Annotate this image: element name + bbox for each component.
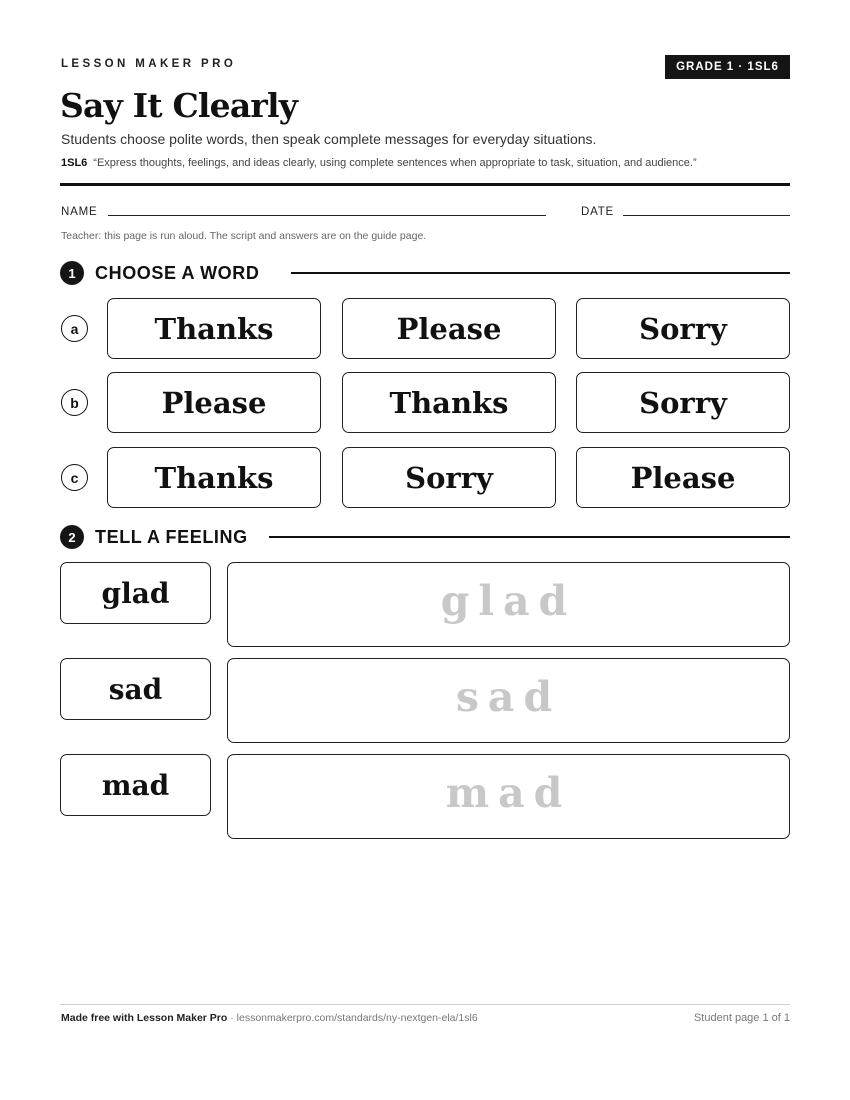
word-choice-b3[interactable]: Sorry [576,372,790,433]
word-choice-c2[interactable]: Sorry [342,447,556,508]
standard-code: 1SL6 [61,157,88,169]
teacher-note: Teacher: this page is run aloud. The script and answers are on the guide page. [61,230,427,242]
section-choose-a-word-heading [60,261,259,285]
feeling-word-glad: glad [60,562,211,624]
footer-page-info: Student page 1 of 1 [693,1012,790,1024]
page-subtitle: Students choose polite words, then speak complete messages for everyday situations. [61,131,597,147]
row-letter-c: c [61,464,88,491]
footer-credit [61,1012,478,1024]
trace-box-mad[interactable] [227,754,790,839]
word-choice-a3[interactable]: Sorry [576,298,790,359]
word-choice-c3[interactable]: Please [576,447,790,508]
word-choice-b2[interactable]: Thanks [342,372,556,433]
date-label: DATE [581,206,615,218]
section-title: CHOOSE A WORD [95,262,260,283]
trace-text: glad [440,577,577,625]
footer-separator: · [227,1012,237,1024]
page-title: Say It Clearly [60,86,298,125]
section-tell-a-feeling-heading [60,525,248,549]
trace-box-sad[interactable] [227,658,790,743]
section-divider [291,272,790,274]
date-field[interactable] [623,215,790,216]
trace-box-glad[interactable] [227,562,790,647]
word-choice-b1[interactable]: Please [107,372,321,433]
name-label: NAME [61,206,98,218]
footer-made-with: Made free with Lesson Maker Pro [61,1012,228,1024]
standard-line [61,157,697,169]
word-choice-c1[interactable]: Thanks [107,447,321,508]
row-letter-a: a [61,315,88,342]
header-divider [60,183,790,186]
word-choice-a2[interactable]: Please [342,298,556,359]
grade-badge: GRADE 1 · 1SL6 [665,55,790,79]
feeling-word-mad: mad [60,754,211,816]
trace-text: sad [455,673,562,721]
standard-text: “Express thoughts, feelings, and ideas clearly, using complete sentences when appropriate to task, situation, and audience.” [93,157,697,169]
section-title: TELL A FEELING [95,526,248,547]
section-number-badge: 1 [60,261,84,285]
trace-text: mad [445,769,572,817]
name-field[interactable] [108,215,546,216]
feeling-word-sad: sad [60,658,211,720]
footer-divider [60,1004,790,1005]
word-choice-a1[interactable]: Thanks [107,298,321,359]
row-letter-b: b [61,389,88,416]
section-number-badge: 2 [60,525,84,549]
section-divider [269,536,790,538]
brand-name: LESSON MAKER PRO [61,58,237,70]
footer-url[interactable]: lessonmakerpro.com/standards/ny-nextgen-ela/1sl6 [236,1012,478,1024]
